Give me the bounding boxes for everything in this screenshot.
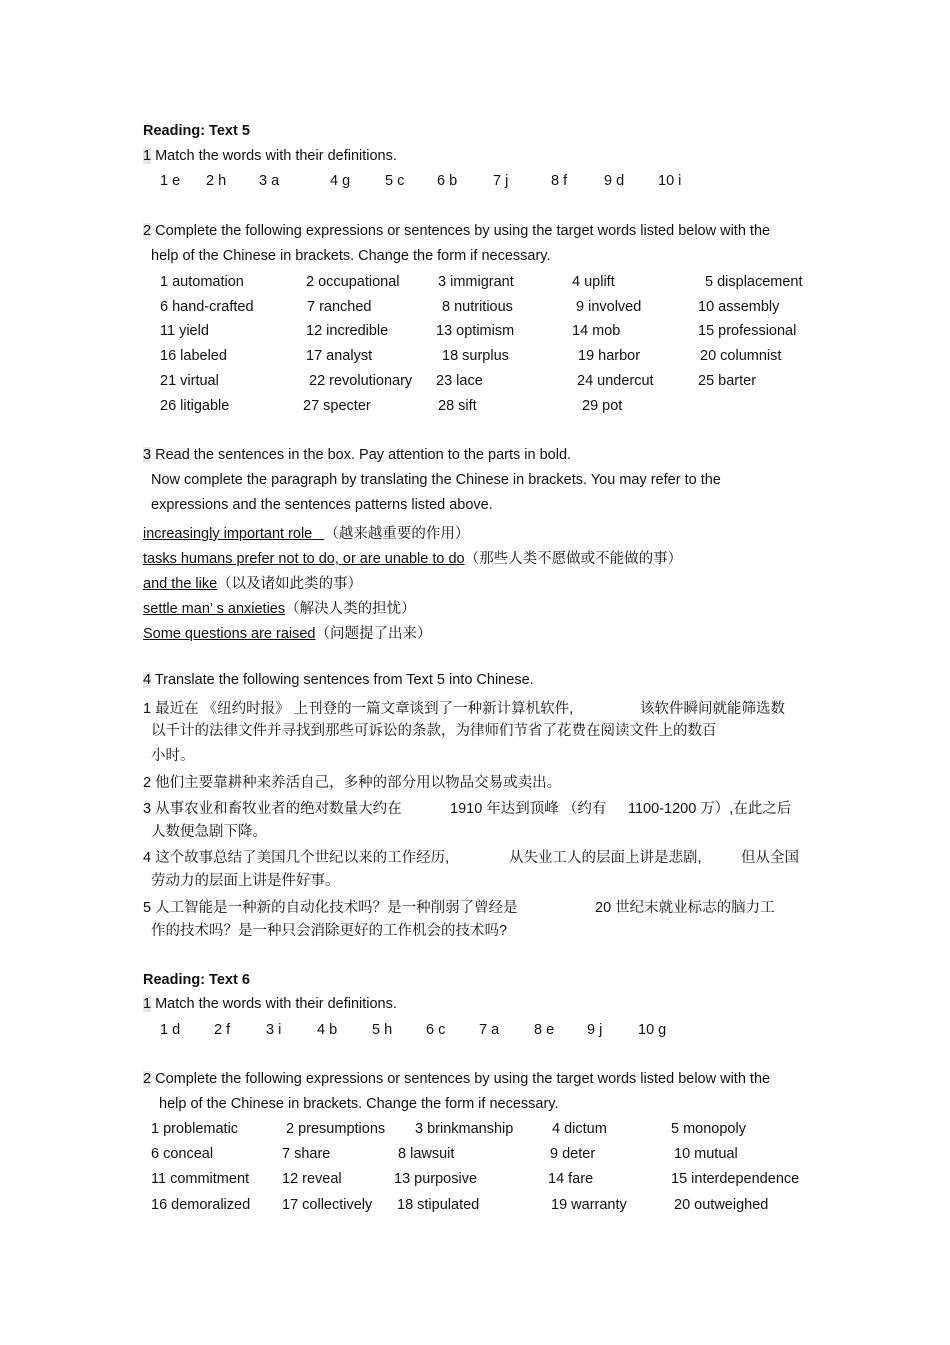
answer-item: 7 j [493,173,509,189]
translation-2: 2 他们主要靠耕种来养活自己，多种的部分用以物品交易或卖出。 [143,775,562,791]
answer-item: 6 c [426,1022,446,1038]
translation-3-line1c: 1100-1200 万）,在此之后 [628,801,792,817]
text5-s2-instruction [143,223,770,239]
word-item: 26 litigable [160,398,230,414]
word-item: 12 incredible [306,323,389,339]
word-item: 19 warranty [551,1197,627,1213]
word-item: 22 revolutionary [309,373,413,389]
instruction-text: Complete the following expressions or sentences by using the target words listed below with the [151,1071,771,1087]
word-item: 14 mob [572,323,621,339]
section-number: 2 [143,1071,152,1087]
expression-chinese: （那些人类不愿做或不能做的事） [464,551,683,567]
expression-english: increasingly important role [143,526,325,542]
translation-4-line1c: 但从全国 [741,850,799,866]
answer-item: 3 a [259,173,280,189]
instruction-text: Complete the following expressions or sentences by using the target words listed below with the [151,223,771,239]
translation-3-line1b: 1910 年达到顶峰 （约有 [450,801,607,817]
answer-item: 4 b [317,1022,338,1038]
answer-item: 5 h [372,1022,393,1038]
expression-chinese: （以及诸如此类的事） [217,576,363,592]
word-item: 9 deter [550,1146,596,1162]
word-item: 21 virtual [160,373,219,389]
expression-item [143,547,682,568]
translation-1-line2: 以千计的法律文件并寻找到那些可诉讼的条款，为律师们节省了花费在阅读文件上的数百 [151,723,717,739]
answer-item: 4 g [330,173,351,189]
word-item: 1 automation [160,274,244,290]
word-item: 25 barter [698,373,757,389]
section-number: 1 [143,148,152,164]
word-item: 19 harbor [578,348,641,364]
translation-1-line3: 小时。 [151,748,195,764]
expression-item [143,522,469,543]
word-item: 24 undercut [577,373,654,389]
answer-item: 2 h [206,173,227,189]
word-item: 2 presumptions [286,1121,386,1137]
section-number: 1 [143,996,152,1012]
section-number: 2 [143,223,152,239]
translation-4-line1b: 从失业工人的层面上讲是悲剧, [509,850,702,866]
word-item: 18 surplus [442,348,509,364]
text5-s3-instruction-line3: expressions and the sentences patterns listed above. [151,497,493,513]
answer-item: 9 d [604,173,625,189]
translation-3-line2: 人数便急剧下降。 [151,824,267,840]
instruction-text: Read the sentences in the box. Pay attention to the parts in bold. [151,447,572,463]
expression-chinese: （越来越重要的作用） [324,526,470,542]
word-item: 8 nutritious [442,299,513,315]
expression-english: tasks humans prefer not to do, or are unable to do [143,551,465,567]
word-item: 11 yield [160,323,209,339]
word-item: 1 problematic [151,1121,239,1137]
instruction-text: Match the words with their definitions. [151,148,397,164]
text5-s4-instruction [143,672,534,688]
word-item: 13 purposive [394,1171,478,1187]
text6-s2-instruction [143,1071,770,1087]
word-item: 7 share [282,1146,331,1162]
expression-item [143,597,416,618]
word-item: 14 fare [548,1171,594,1187]
answer-item: 8 e [534,1022,555,1038]
word-item: 4 dictum [552,1121,607,1137]
word-item: 15 professional [698,323,797,339]
word-item: 10 mutual [674,1146,738,1162]
translation-4-line1a: 4 这个故事总结了美国几个世纪以来的工作经历, [143,850,450,866]
word-item: 2 occupational [306,274,400,290]
word-item: 12 reveal [282,1171,342,1187]
word-item: 13 optimism [436,323,515,339]
expression-chinese: （问题提了出来） [315,626,432,642]
answer-item: 1 d [160,1022,181,1038]
translation-1-line1b: 该软件瞬间就能筛选数 [640,701,785,717]
expression-english: Some questions are raised [143,626,316,642]
text6-heading: Reading: Text 6 [143,972,250,988]
text6-s1-instruction [143,996,397,1012]
answer-item: 5 c [385,173,405,189]
expression-chinese: （解决人类的担忧） [285,601,416,617]
translation-5-line1b: 20 世纪末就业标志的脑力工 [595,900,775,916]
instruction-text: Translate the following sentences from Text 5 into Chinese. [151,672,534,688]
text5-s3-instruction-line2: Now complete the paragraph by translating the Chinese in brackets. You may refer to the [151,472,721,488]
text5-s3-instruction [143,447,571,463]
answer-item: 7 a [479,1022,500,1038]
text5-heading: Reading: Text 5 [143,123,250,139]
translation-4-line2: 劳动力的层面上讲是件好事。 [151,873,340,889]
translation-5-line2: 作的技术吗？是一种只会消除更好的工作机会的技术吗? [151,923,508,939]
word-item: 17 collectively [282,1197,373,1213]
answer-item: 10 g [638,1022,667,1038]
word-item: 6 conceal [151,1146,214,1162]
word-item: 10 assembly [698,299,780,315]
answer-item: 8 f [551,173,568,189]
translation-1-line1a: 1 最近在 《纽约时报》 上刊登的一篇文章谈到了一种新计算机软件, [143,701,574,717]
word-item: 5 monopoly [671,1121,746,1137]
expression-item [143,622,432,643]
answer-item: 3 i [266,1022,282,1038]
word-item: 18 stipulated [397,1197,480,1213]
word-item: 17 analyst [306,348,373,364]
word-item: 11 commitment [151,1171,250,1187]
expression-item [143,572,362,593]
text6-s2-instruction-cont: help of the Chinese in brackets. Change the form if necessary. [159,1096,559,1112]
word-item: 4 uplift [572,274,615,290]
word-item: 6 hand-crafted [160,299,254,315]
expression-english: and the like [143,576,218,592]
word-item: 7 ranched [307,299,372,315]
word-item: 3 brinkmanship [415,1121,514,1137]
word-item: 20 columnist [700,348,782,364]
translation-5-line1a: 5 人工智能是一种新的自动化技术吗？是一种削弱了曾经是 [143,900,518,916]
answer-item: 2 f [214,1022,231,1038]
word-item: 3 immigrant [438,274,514,290]
translation-3-line1a: 3 从事农业和畜牧业者的绝对数量大约在 [143,801,402,817]
section-number: 3 [143,447,152,463]
answer-item: 1 e [160,173,181,189]
text5-s2-instruction-cont: help of the Chinese in brackets. Change the form if necessary. [151,248,551,264]
expression-english: settle man’ s anxieties [143,601,286,617]
word-item: 16 demoralized [151,1197,251,1213]
instruction-text: Match the words with their definitions. [151,996,397,1012]
word-item: 27 specter [303,398,371,414]
text5-s1-instruction [143,148,397,164]
word-item: 28 sift [438,398,477,414]
word-item: 5 displacement [705,274,803,290]
word-item: 15 interdependence [671,1171,800,1187]
word-item: 20 outweighed [674,1197,769,1213]
answer-item: 10 i [658,173,682,189]
word-item: 8 lawsuit [398,1146,455,1162]
answer-item: 9 j [587,1022,603,1038]
answer-item: 6 b [437,173,458,189]
word-item: 29 pot [582,398,623,414]
word-item: 9 involved [576,299,642,315]
section-number: 4 [143,672,152,688]
word-item: 16 labeled [160,348,227,364]
word-item: 23 lace [436,373,483,389]
